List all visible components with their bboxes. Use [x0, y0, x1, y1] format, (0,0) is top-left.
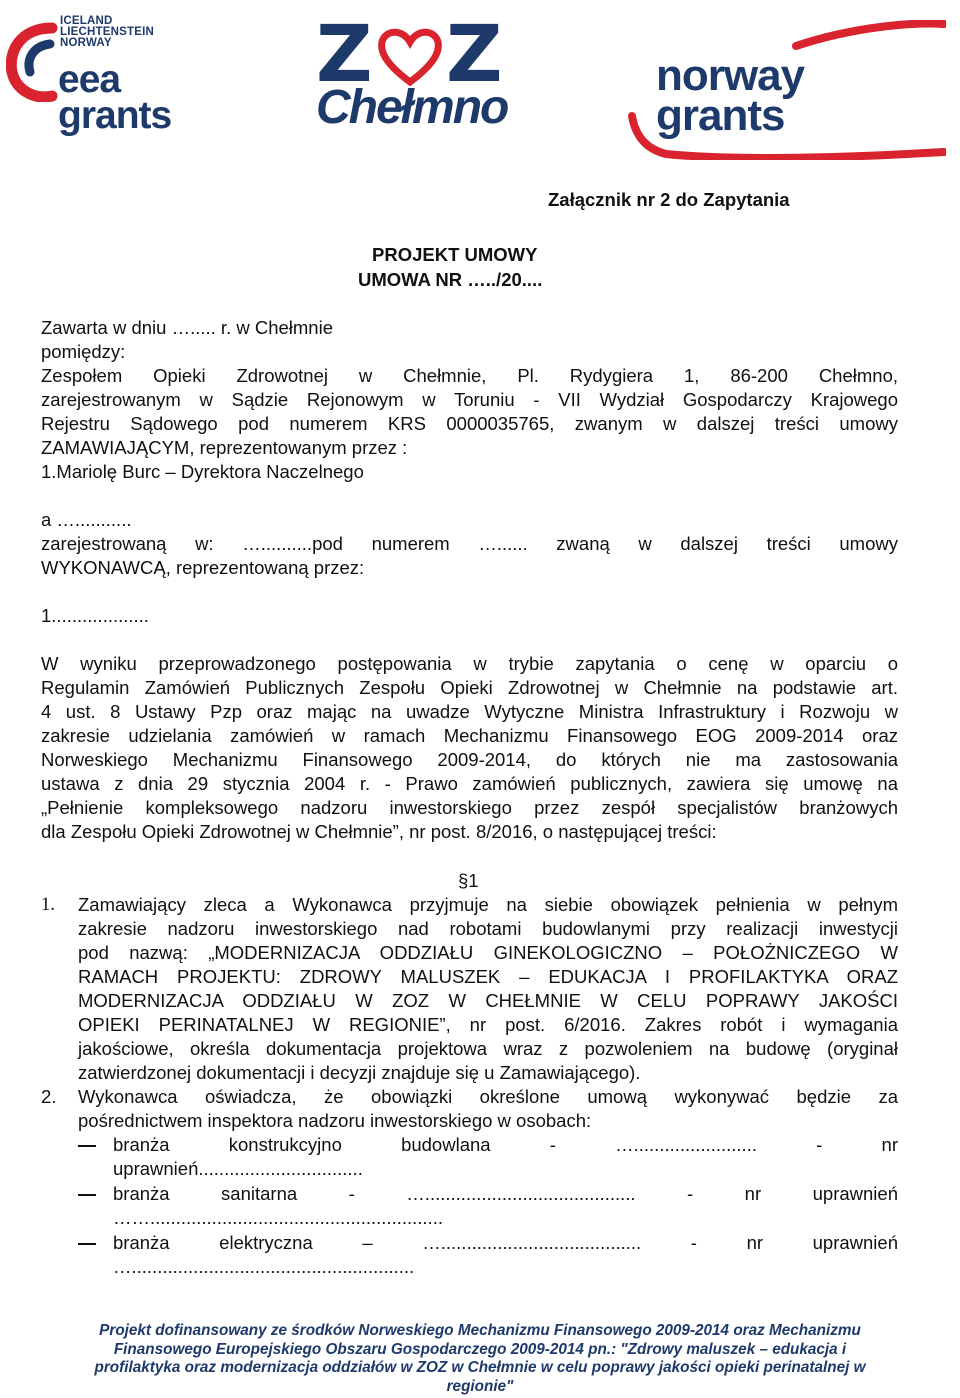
inspector-line: branża sanitarna - …......................................... - nr uprawnień	[113, 1183, 898, 1204]
footer-line: Finansowego Europejskiego Obszaru Gospodarczego 2009-2014 pn.: "Zdrowy maluszek – edukacja i	[113, 1340, 847, 1358]
annex-label: Załącznik nr 2 do Zapytania	[548, 189, 790, 210]
clause-line: OPIEKI PERINATALNEJ W REGIONIE”, nr post. 6/2016. Zakres robót i wymagania	[78, 1014, 898, 1035]
inspector-line: branża konstrukcyjno budowlana - …........................ - nr	[113, 1134, 898, 1155]
preamble-line: Regulamin Zamówień Publicznych Zespołu Opieki Zdrowotnej w Chełmnie na podstawie art.	[41, 677, 898, 698]
zoz-chelmno-logo	[312, 10, 514, 134]
preamble-line: W wyniku przeprowadzonego postępowania w trybie zapytania o cenę w oparciu o	[41, 653, 898, 674]
country-label: NORWAY	[60, 37, 112, 49]
heart-icon	[378, 26, 442, 86]
footer-line: Projekt dofinansowany ze środków Norweskiego Mechanizmu Finansowego 2009-2014 oraz Mechanizmu	[99, 1322, 861, 1339]
norway-logo-word: grants	[656, 91, 785, 140]
contract-number: UMOWA NR …../20....	[358, 269, 543, 290]
contract-date-place: Zawarta w dniu …..... r. w Chełmnie	[41, 317, 333, 338]
preamble-line: dla Zespołu Opieki Zdrowotnej w Chełmnie”, nr post. 8/2016, o następującej treści:	[41, 821, 717, 842]
country-label: LIECHTENSTEIN	[60, 26, 154, 38]
footer-line: profilaktyka oraz modernizacja oddziałów w ZOZ w Chełmnie w celu poprawy jakości opieki perinatalnej w	[94, 1359, 866, 1376]
footer-line: regionie"	[446, 1377, 514, 1395]
document-title: PROJEKT UMOWY	[372, 244, 538, 265]
section-heading: §1	[458, 870, 479, 891]
between-label: pomiędzy:	[41, 341, 126, 362]
party-1-line: Zespołem Opieki Zdrowotnej w Chełmnie, Pl. Rydygiera 1, 86-200 Chełmno,	[41, 365, 898, 386]
clause-line: pośrednictwem inspektora nadzoru inwestorskiego w osobach:	[78, 1110, 592, 1131]
inspector-line: branża elektryczna – …....................................... - nr uprawnień	[113, 1232, 898, 1253]
party-2-line: zarejestrowaną w: …..........pod numerem …...... zwaną w dalszej treści umowy	[41, 533, 898, 554]
inspector-line: uprawnień................................	[113, 1158, 363, 1179]
party-1-line: Rejestru Sądowego pod numerem KRS 0000035765, zwanym w dalszej treści umowy	[41, 413, 898, 434]
eea-logo-word: grants	[58, 94, 172, 137]
clause-line: zakresie nadzoru inwestorskiego nad robotami budowlanymi przy realizacji inwestycji	[78, 918, 898, 939]
party-1-line: zarejestrowanym w Sądzie Rejonowym w Toruniu - VII Wydział Gospodarczy Krajowego	[41, 389, 898, 410]
bullet-dash	[78, 1145, 96, 1147]
zoz-logo-city: Chełmno	[316, 81, 508, 134]
eea-logo-word: eea	[58, 58, 121, 101]
country-label: ICELAND	[60, 15, 113, 27]
eea-countries	[60, 16, 154, 49]
list-number: 1.	[41, 895, 55, 915]
party-2-line: WYKONAWCĄ, reprezentowaną przez:	[41, 557, 365, 578]
party-2-representative: 1...................	[41, 605, 149, 626]
clause-line: pod nazwą: „MODERNIZACJA ODDZIAŁU GINEKOLOGICZNO – POŁOŻNICZEGO W	[78, 942, 898, 963]
norway-swirl-icon	[626, 20, 946, 160]
clause-line: zatwierdzonej dokumentacji i decyzji znajduje się u Zamawiającego).	[78, 1062, 641, 1083]
preamble-line: zakresie udzielania zamówień w ramach Mechanizmu Finansowego EOG 2009-2014 oraz	[41, 725, 898, 746]
clause-line: Zamawiający zleca a Wykonawca przyjmuje na siebie obowiązek pełnienia w pełnym	[78, 894, 898, 915]
norway-logo-word: norway	[656, 51, 805, 100]
bullet-dash	[78, 1243, 96, 1245]
norway-grants-logo	[626, 20, 946, 160]
preamble-line: „Pełnienie kompleksowego nadzoru inwestorskiego przez zespół specjalistów branżowych	[41, 797, 898, 818]
party-2-name: a …...........	[41, 509, 132, 530]
project-footer	[60, 1322, 900, 1396]
bullet-dash	[78, 1194, 96, 1196]
inspector-line: ….......................................................	[113, 1256, 415, 1277]
preamble-line: Norweskiego Mechanizmu Finansowego 2009-2014, do których nie ma zastosowania	[41, 749, 898, 770]
party-1-representative: 1.Mariolę Burc – Dyrektora Naczelnego	[41, 461, 364, 482]
clause-line: Wykonawca oświadcza, że obowiązki określone umową wykonywać będzie za	[78, 1086, 898, 1107]
eea-swirl-icon	[6, 22, 60, 102]
list-number: 2.	[41, 1086, 57, 1107]
zoz-letter: Z	[446, 10, 503, 100]
inspector-line: …….........................................................	[113, 1207, 443, 1228]
preamble-line: 4 ust. 8 Ustawy Pzp oraz mając na uwadze Wytyczne Ministra Infrastruktury i Rozwoju w	[41, 701, 898, 722]
clause-line: MODERNIZACJA ODDZIAŁU W ZOZ W CHEŁMNIE W CELU POPRAWY JAKOŚCI	[78, 990, 898, 1011]
preamble-line: ustawa z dnia 29 stycznia 2004 r. - Prawo zamówień publicznych, zawiera się umowę na	[41, 773, 898, 794]
clause-line: jakościowe, określa dokumentacja projektowa wraz z pozwoleniem na budowę (oryginał	[78, 1038, 898, 1059]
clause-line: RAMACH PROJEKTU: ZDROWY MALUSZEK – EDUKACJA I PROFILAKTYKA ORAZ	[78, 966, 898, 987]
zoz-letter: Z	[316, 10, 373, 100]
party-1-line: ZAMAWIAJĄCYM, reprezentowanym przez :	[41, 437, 408, 458]
eea-grants-logo	[6, 16, 206, 136]
